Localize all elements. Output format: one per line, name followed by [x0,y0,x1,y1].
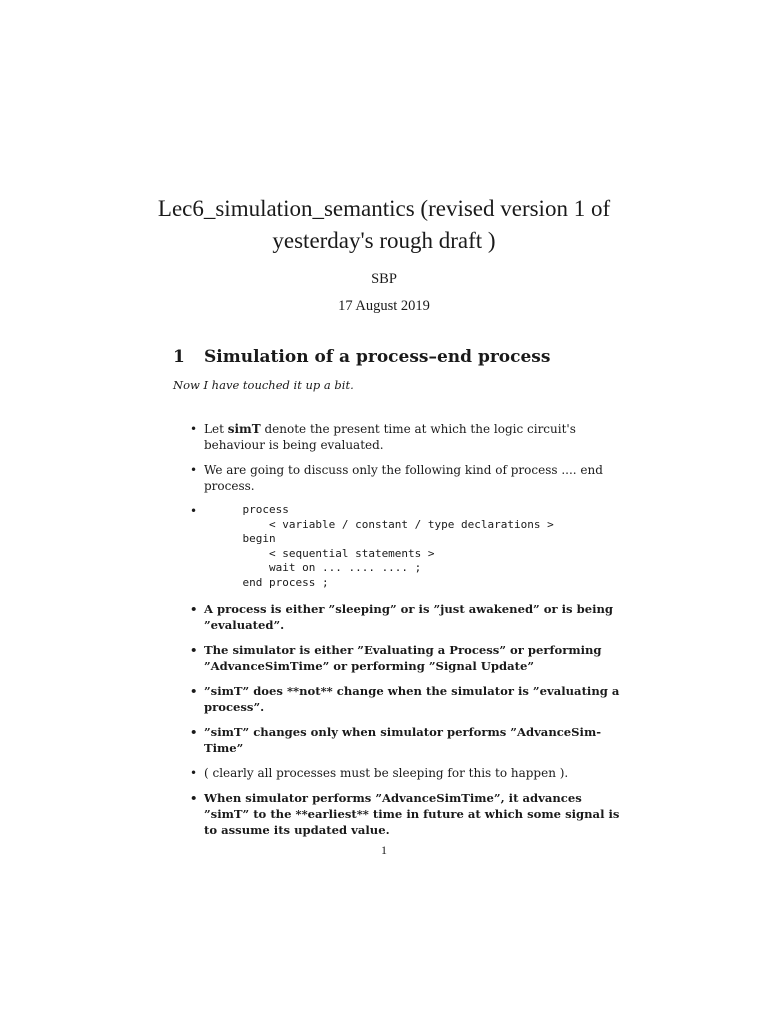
item-text: ”simT” does **not** change when the simulator is ”evaluating a process”. [204,684,620,714]
list-item [190,765,620,781]
list-item [190,724,620,756]
bullet-icon: • [190,504,198,518]
intro-text: Now I have touched it up a bit. [173,378,354,392]
date: 17 August 2019 [338,298,430,314]
section-heading [173,347,550,367]
bullet-icon: • [190,463,198,477]
bullet-icon: • [190,684,198,698]
bullet-icon: • [190,422,198,436]
list-item [190,642,620,674]
item-text: Let [204,422,228,436]
list-item [190,462,620,494]
list-item [190,683,620,715]
item-text: denote the present time at which the logic circuit's behaviour is being evaluated. [204,422,576,452]
bullet-icon: • [190,766,198,780]
document-title: Lec6_simulation_semantics (revised version 1 of yesterday's rough draft ) [157,196,611,253]
author: SBP [371,271,397,287]
bullet-icon: • [190,602,198,616]
item-text: When simulator performs ”AdvanceSimTime”, it advances ”simT” to the **earliest** time in future at which some signal is to assume its updated value. [204,791,620,837]
bullet-icon: • [190,643,198,657]
bullet-icon: • [190,725,198,739]
item-text: ( clearly all processes must be sleeping for this to happen ). [204,766,569,780]
bullet-icon: • [190,791,198,805]
section-title: Simulation of a process–end process [204,347,551,367]
item-text: A process is either ”sleeping” or is ”just awakened” or is being ”evaluated”. [204,602,614,632]
code-block: process < variable / constant / type declarations > begin < sequential statements > wait on ... .... .... ; end process ; [242,503,554,589]
page-number: 1 [381,843,387,857]
list-item [190,421,620,453]
list-item [190,790,620,838]
section-number: 1 [173,347,185,367]
item-text: The simulator is either ”Evaluating a Process” or performing ”AdvanceSimTime” or performing ”Signal Update” [204,643,602,673]
item-text: ”simT” changes only when simulator performs ”AdvanceSim-Time” [204,725,602,755]
bullet-list [190,421,620,847]
item-emphasis: simT [227,422,261,436]
item-text: We are going to discuss only the following kind of process .... end process. [204,463,603,493]
list-item [190,503,620,590]
list-item [190,601,620,633]
